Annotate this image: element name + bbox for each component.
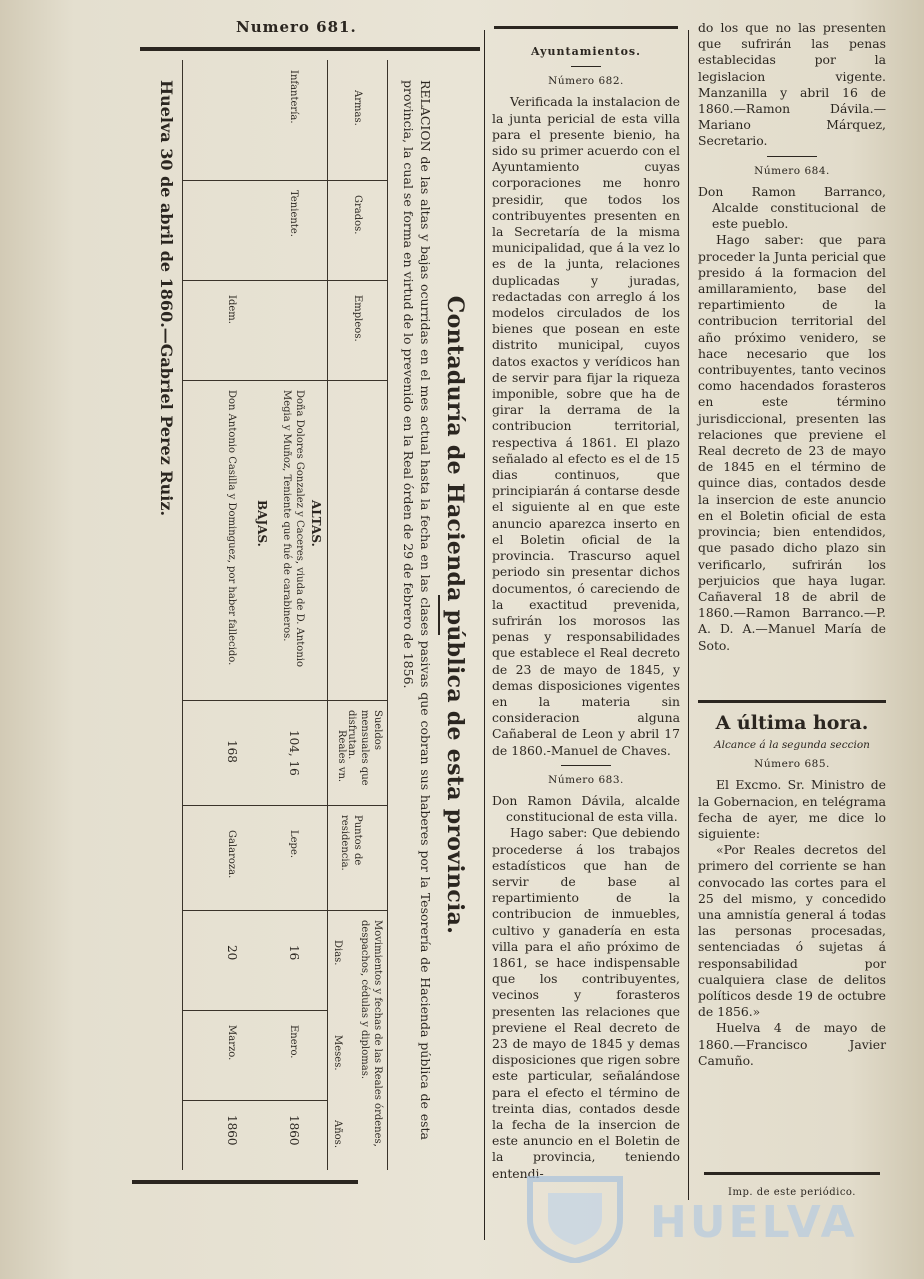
- table-col-line: [182, 280, 388, 281]
- alcance-subheading: Alcance á la segunda seccion: [714, 738, 870, 751]
- divider-rule: [561, 765, 611, 766]
- notice-685-intro: El Excmo. Sr. Ministro de la Gobernacion, en telégrama fecha de ayer, me dice lo siguiente:: [698, 777, 886, 841]
- altas-heading: ALTAS.: [309, 500, 323, 547]
- row1-ano: 1860: [287, 1115, 301, 1146]
- divider-rule: [767, 156, 817, 157]
- table-header-line: [327, 60, 328, 1170]
- number-682: Número 682.: [548, 75, 624, 88]
- row2-name: Don Antonio Casilla y Dominguez, por haber fallecido.: [226, 390, 237, 666]
- table-bottom-line: [182, 60, 183, 1170]
- row2-dia: 20: [225, 945, 239, 961]
- relation-intro: RELACION de las altas y bajas ocurridas en el mes actual hasta la fecha en las clases pasivas que cobran sus haberes por la Tesorería de Hacienda pública de esta provincia, la cual se forma en virtud de lo prevenido en la Real órden de 29 de febrero de 1856.: [401, 80, 433, 1140]
- section-rule: [571, 66, 601, 67]
- header-empleos: Empleos.: [352, 295, 363, 342]
- row1-name: Doña Dolores Gonzalez y Caceres, viuda de D. Antonio Megia y Muñoz, Teniente que fué de carabineros.: [281, 390, 305, 667]
- table-col-line: [182, 1100, 328, 1101]
- table-col-line: [182, 1010, 328, 1011]
- header-reales: Reales vn.: [336, 730, 347, 783]
- column-2: [698, 20, 886, 1069]
- row1-dia: 16: [287, 945, 301, 961]
- table-col-line: [182, 805, 388, 806]
- table-top-line: [387, 60, 388, 1170]
- archive-watermark: [510, 1175, 870, 1265]
- header-anos: Años.: [332, 1120, 343, 1148]
- notice-683-heading: Don Ramon Dávila, alcalde constitucional de esta villa.: [492, 792, 680, 825]
- row1-sueldo: 104, 16: [287, 730, 301, 776]
- row2-sueldo: 168: [225, 740, 239, 763]
- header-movimientos: Movimientos y fechas de las Reales órdenes, despachos, cédulas y diplomas.: [359, 920, 383, 1147]
- page-header-number: Numero 681.: [236, 18, 357, 36]
- row1-mes: Enero.: [288, 1025, 299, 1059]
- number-684: Número 684.: [754, 164, 830, 177]
- imprenta-line: Imp. de este periódico.: [728, 1187, 856, 1198]
- notice-684-text: Hago saber: que para proceder la Junta pericial que presido á la formacion del amillaramiento, base del repartimiento de la contribucion territorial del año próximo venidero, se hace necesario que los contribuyentes, tanto vecinos como hacendados forasteros en este término jurisdiccional, presenten las relaciones que previene el Real decreto de 23 de mayo de 1845 en el término de quince dias, contados desde la insercion de este anuncio en el Boletin oficial de esta provincia; bien entendidos, que pasado dicho plazo sin verificarlo, sufrirán los perjuicios que haya lugar. Cañaveral 18 de abril de 1860.—Ramon Barranco.—P. A. D. A.—Manuel María de Soto.: [698, 232, 886, 653]
- header-armas: Armas.: [352, 90, 363, 126]
- title-ornament: [438, 595, 440, 635]
- notice-682-text: Verificada la instalacion de la junta pericial de esta villa para el presente bienio, ha sido su primer acuerdo con el Ayuntamiento cuyas corporaciones me honro presidir, que todos los contribuyentes presenten en la Secretaría de la misma municipalidad, que á la vez lo es de la junta, relaciones duplicadas y juradas, redactadas con arreglo á los modelos circulados de los bienes que posean en este distrito municipal, cuyos datos exactos y verídicos han de servir para fijar la riqueza imponible, sobre que ha de girar la derrama de la contribucion territorial, respectiva á 1861. El plazo señalado al efecto es el de 15 dias continuos, que principiarán á contarse desde el siguiente al en que este anuncio aparezca inserto en el Boletin oficial de la provincia. Trascurso aquel periodo sin presentar dichos documentos, ó careciendo de la exactitud prevenida, sufrirán los morosos las penas y responsabilidades que establece el Real decreto de 23 de mayo de 1845, y demas disposiciones vigentes en la materia sin consideracion alguna Cañaberal de Leon y abril 17 de 1860.-Manuel de Chaves.: [492, 94, 680, 758]
- row2-punto: Galaroza.: [226, 830, 237, 879]
- row1-punto: Lepe.: [288, 830, 299, 859]
- notice-683-continued: do los que no las presenten que sufrirán las penas establecidas por la legislacion vigente. Manzanilla y abril 16 de 1860.—Ramon Dávila.—Mariano Márquez, Secretario.: [698, 20, 886, 149]
- column-separator-2: [688, 30, 689, 1200]
- column-1: [492, 44, 680, 1182]
- row2-mes: Marzo.: [226, 1025, 237, 1061]
- table-col-line: [182, 910, 388, 911]
- column-separator-1: [484, 30, 485, 1240]
- notice-683-text: Hago saber: Que debiendo procederse á los trabajos estadísticos que han de servir de base al repartimiento de la contribucion de inmuebles, cultivo y ganadería en esta villa para el año próximo de 1861, se hace indispensable que los contribuyentes, vecinos y forasteros presenten las relaciones que previene el Real decreto de 23 de mayo de 1845 y demas disposiciones que rigen sobre este particular, señalándose para el efecto el término de treinta dias, contados desde la fecha de la insercion de este anuncio en el Boletin de la provincia, teniendo entendi-: [492, 825, 680, 1181]
- ayuntamientos-heading: Ayuntamientos.: [531, 45, 641, 58]
- col1-top-rule: [494, 26, 678, 29]
- ultima-hora-heading: A última hora.: [715, 711, 869, 734]
- header-meses: Meses.: [332, 1035, 343, 1071]
- row2-ano: 1860: [225, 1115, 239, 1146]
- header-sueldos: Sueldos mensuales que disfrutan.: [346, 710, 383, 786]
- row1-grado: Teniente.: [288, 190, 299, 237]
- header-puntos: Puntos de residencia.: [339, 815, 363, 871]
- table-col-line: [182, 180, 388, 181]
- watermark-text: HUELVA: [650, 1197, 858, 1248]
- shield-icon: [520, 1175, 630, 1263]
- header-grados: Grados.: [352, 195, 363, 235]
- table-col-line: [182, 700, 388, 701]
- notice-685-quote: «Por Reales decretos del primero del corriente se han convocado las cortes para el 25 del mismo, y concedido una amnistía general á todas las personas procesadas, sentenciadas ó sujetas á responsabilidad por cualquiera clase de delitos políticos desde 19 de octubre de 1856.»: [698, 842, 886, 1020]
- ultima-hora-rule: [698, 700, 886, 703]
- number-685: Número 685.: [754, 758, 830, 771]
- notice-685-signature: Huelva 4 de mayo de 1860.—Francisco Javier Camuño.: [698, 1020, 886, 1068]
- pensions-table: [178, 60, 388, 1170]
- table-signature: Huelva 30 de abril de 1860.—Gabriel Perez Ruiz.: [157, 80, 176, 517]
- section-title: Contaduría de Hacienda pública de esta provincia.: [442, 295, 468, 935]
- table-col-line: [182, 380, 388, 381]
- rotated-table-section: [96, 40, 476, 1190]
- header-dias: Dias.: [332, 940, 343, 966]
- row1-arma: Infantería.: [288, 70, 299, 124]
- bajas-heading: BAJAS.: [255, 500, 269, 547]
- number-683: Número 683.: [548, 773, 624, 786]
- notice-684-heading: Don Ramon Barranco, Alcalde constitucional de este pueblo.: [698, 183, 886, 232]
- row2-empleo: Idem.: [226, 295, 237, 324]
